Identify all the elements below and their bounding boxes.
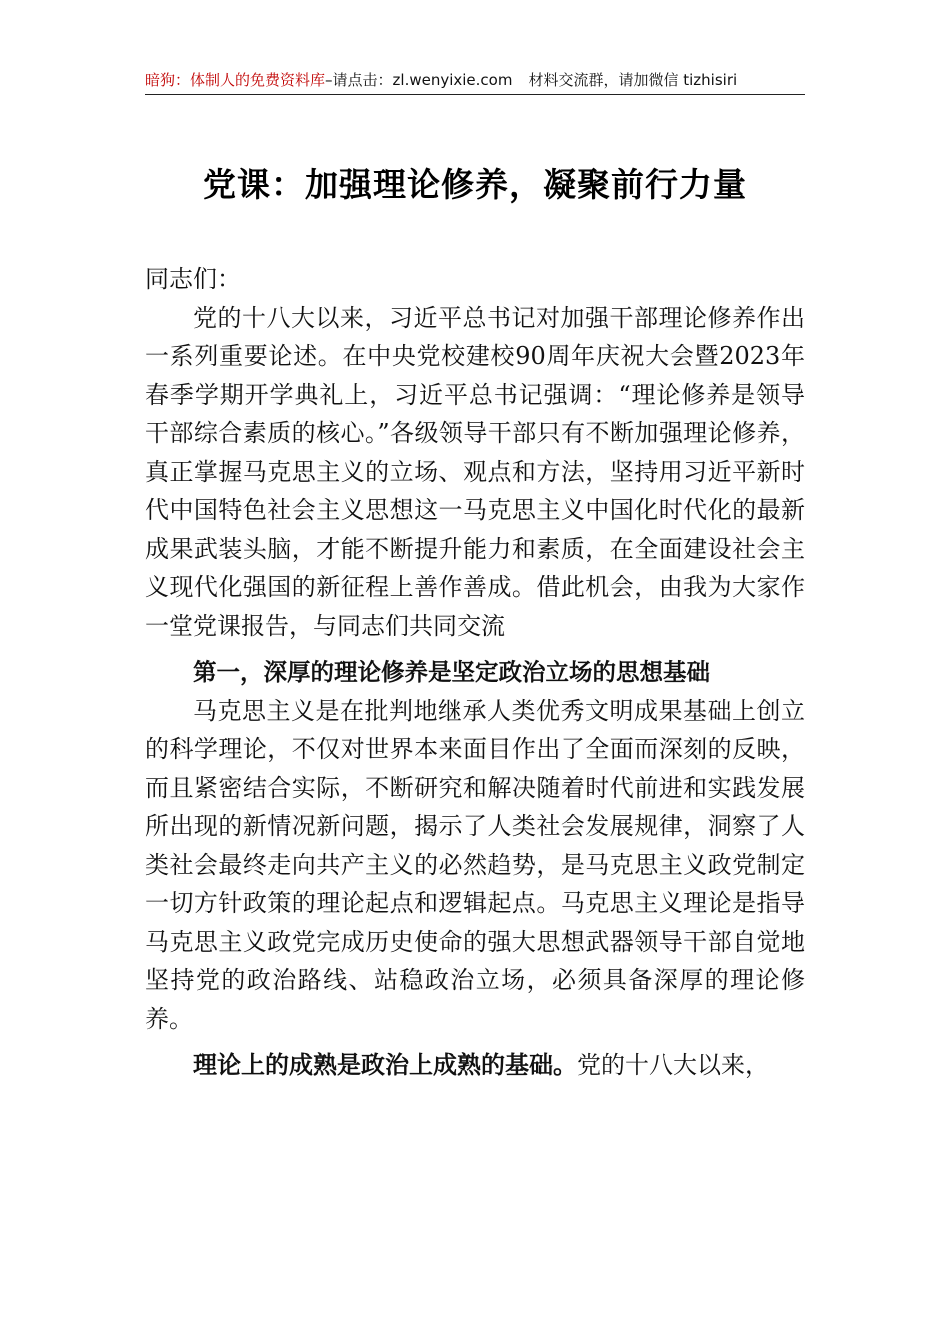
document-title: 党课：加强理论修养，凝聚前行力量 [203,165,747,204]
document-body [145,260,805,1085]
header-divider [145,94,805,95]
paragraph-lead-bold: 理论上的成熟是政治上成熟的基础。 [193,1050,577,1079]
header-site-name: 暗狗：体制人的免费资料库 [145,71,326,89]
section-heading-1: 第一，深厚的理论修养是坚定政治立场的思想基础 [193,658,710,686]
header-url-link[interactable]: zl.wenyixie.com [392,71,513,89]
paragraph-section1: 马克思主义是在批判地继承人类优秀文明成果基础上创立的科学理论，不仅对世界本来面目作出了全面而深刻的反映，而且紧密结合实际，不断研究和解决随着时代前进和实践发展所出现的新情况新问题，揭示了人类社会发展规律，洞察了人类社会最终走向共产主义的必然趋势，是马克思主义政党制定一切方针政策的理论起点和逻辑起点。马克思主义理论是指导马克思主义政党完成历史使命的强大思想武器领导干部自觉地坚持党的政治路线、站稳政治立场，必须具备深厚的理论修养。 [145,696,805,1033]
paragraph-lead-rest: 党的十八大以来， [577,1051,769,1079]
paragraph-section1-continued [145,1046,805,1085]
header-group-text: 材料交流群，请加微信 tizhisiri [528,71,738,89]
header-click-text: –请点击： [325,71,393,89]
salutation: 同志们： [145,265,241,293]
paragraph-intro: 党的十八大以来，习近平总书记对加强干部理论修养作出一系列重要论述。在中央党校建校90周年庆祝大会暨2023年春季学期开学典礼上，习近平总书记强调：“理论修养是领导干部综合素质的核心。”各级领导干部只有不断加强理论修养，真正掌握马克思主义的立场、观点和方法，坚持用习近平新时代中国特色社会主义思想这一马克思主义中国化时代化的最新成果武装头脑，才能不断提升能力和素质，在全面建设社会主义现代化强国的新征程上善作善成。借此机会，由我为大家作一堂党课报告，与同志们共同交流 [145,303,805,640]
page-header [145,68,805,92]
